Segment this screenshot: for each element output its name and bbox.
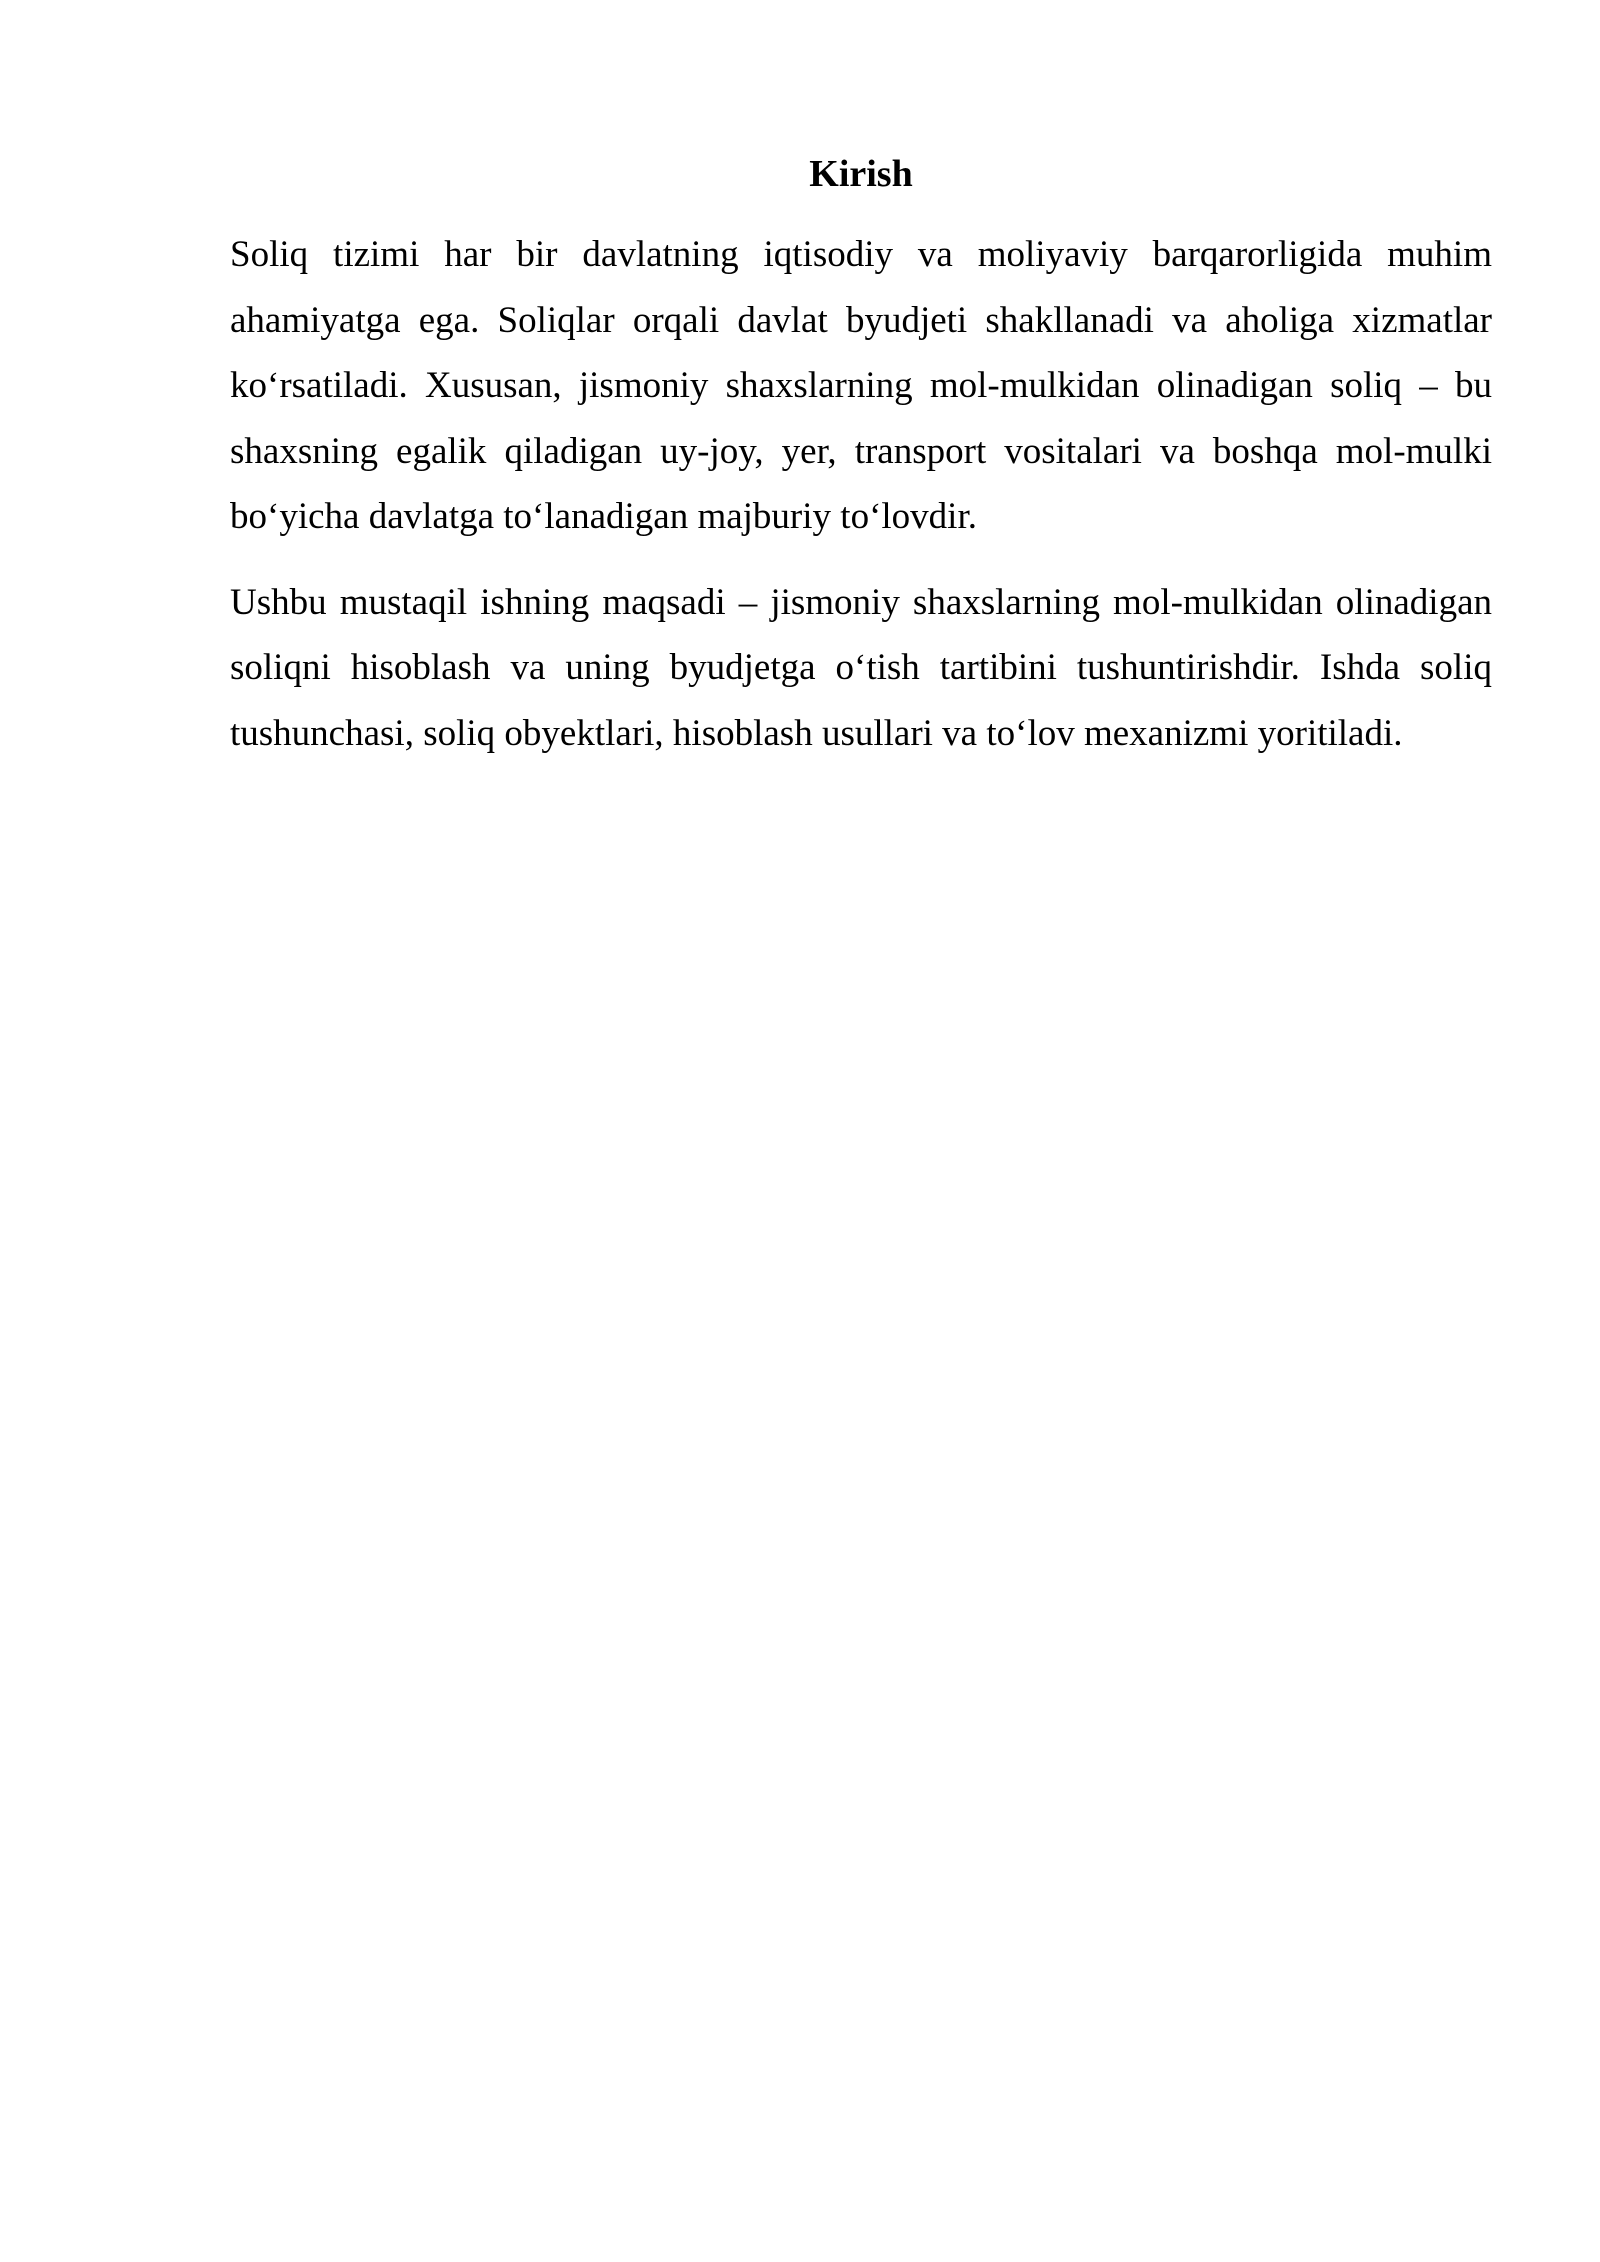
section-heading: Kirish xyxy=(809,153,913,195)
paragraph-intro: Soliq tizimi har bir davlatning iqtisodiy va moliyaviy barqarorligida muhim ahamiyatga ega. Soliqlar orqali davlat byudjeti shakllanadi va aholiga xizmatlar ko‘rsatiladi. Xususan, jismoniy shaxslarning mol-mulkidan olinadigan soliq – bu shaxsning egalik qiladigan uy-joy, yer, transport vositalari va boshqa mol-mulki bo‘yicha davlatga to‘lanadigan majburiy to‘lovdir. xyxy=(230,234,1492,537)
paragraph-purpose: Ushbu mustaqil ishning maqsadi – jismoniy shaxslarning mol-mulkidan olinadigan soliqni hisoblash va uning byudjetga o‘tish tartibini tushuntirishdir. Ishda soliq tushunchasi, soliq obyektlari, hisoblash usullari va to‘lov mexanizmi yoritiladi. xyxy=(230,581,1492,754)
document-body xyxy=(230,148,1492,786)
